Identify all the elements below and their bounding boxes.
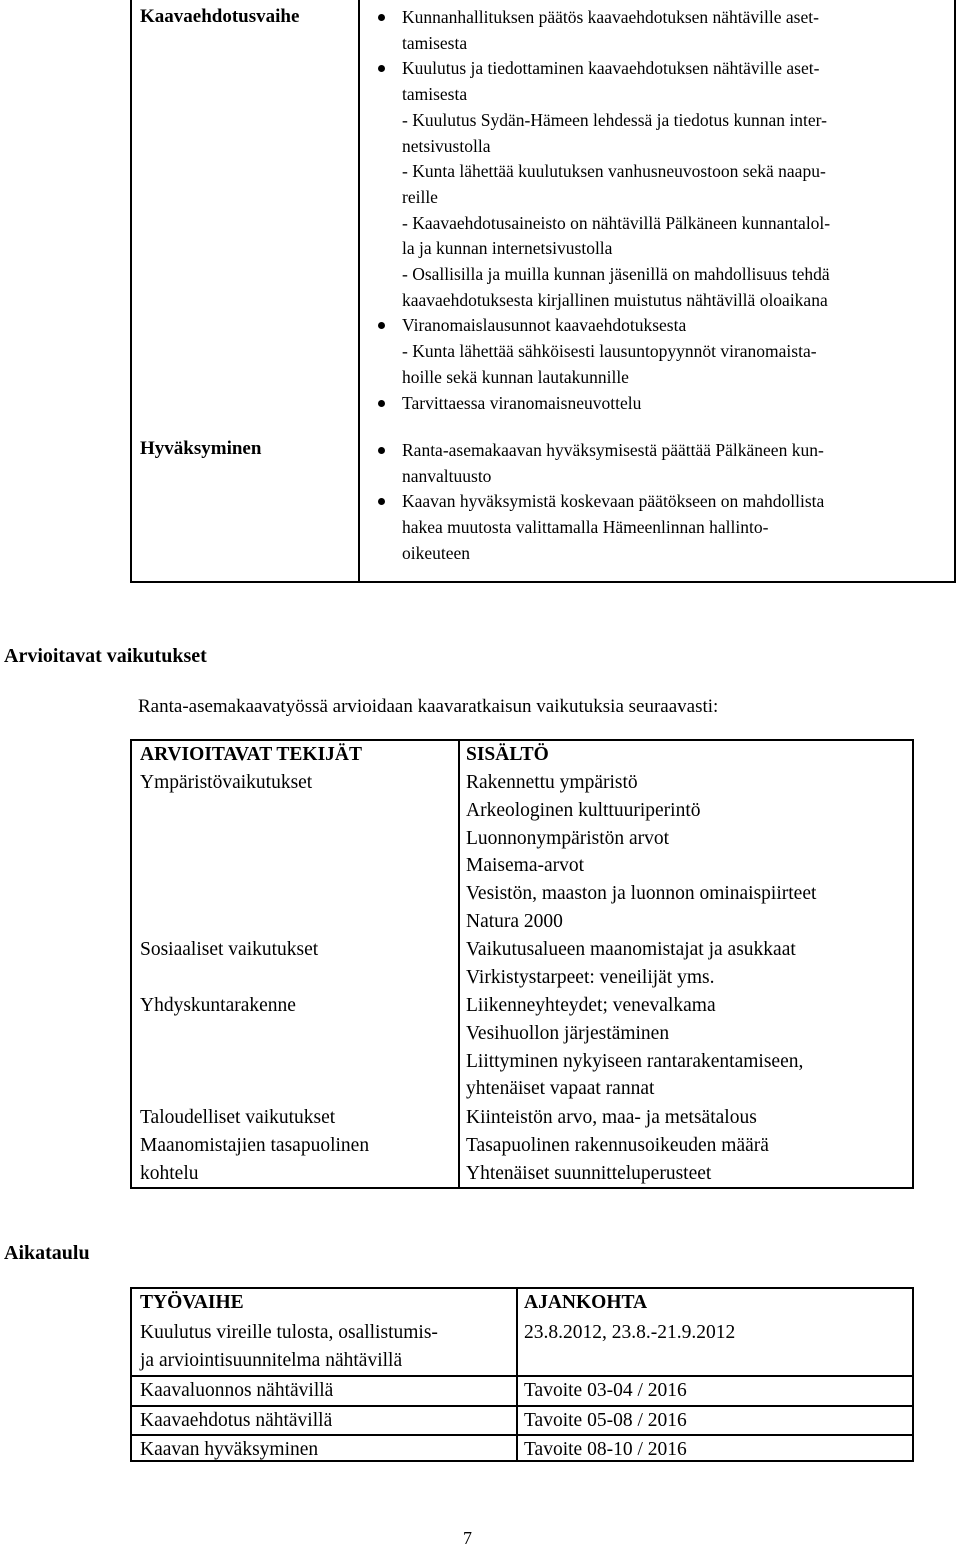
- effects-factor: Yhdyskuntarakenne: [140, 995, 296, 1016]
- phase2-list: [378, 438, 938, 567]
- effects-factor: Ympäristövaikutukset: [140, 772, 313, 793]
- schedule-time: Tavoite 05-08 / 2016: [524, 1410, 687, 1431]
- table-row: [132, 1375, 912, 1405]
- effects-col-left-header: ARVIOITAVAT TEKIJÄT: [140, 744, 363, 765]
- table-divider: [358, 0, 360, 581]
- effects-factor: kohtelu: [140, 1163, 199, 1184]
- schedule-phase: Kaavaluonnos nähtävillä: [140, 1380, 334, 1401]
- phase1-list: [378, 5, 938, 416]
- effects-intro: Ranta-asemakaavatyössä arvioidaan kaavaratkaisun vaikutuksia seuraavasti:: [138, 696, 719, 717]
- effects-factor: Maanomistajien tasapuolinen: [140, 1135, 370, 1156]
- list-item: Kaavan hyväksymistä koskevaan päätökseen on mahdollista hakea muutosta valittamalla Hämeenlinnan hallinto- oikeuteen: [378, 489, 938, 566]
- list-item: Viranomaislausunnot kaavaehdotuksesta: [378, 313, 938, 339]
- schedule-time: Tavoite 03-04 / 2016: [524, 1380, 687, 1401]
- schedule-table: [130, 1287, 914, 1462]
- effects-content: Tasapuolinen rakennusoikeuden määrä: [466, 1135, 769, 1156]
- effects-col-right-header: SISÄLTÖ: [466, 744, 549, 765]
- table-row: [132, 1434, 912, 1462]
- effects-content: Kiinteistön arvo, maa- ja metsätalous: [466, 1107, 757, 1128]
- schedule-col-right-header: AJANKOHTA: [524, 1292, 648, 1313]
- list-item: Tarvittaessa viranomaisneuvottelu: [378, 391, 938, 417]
- effects-table: [130, 739, 914, 1189]
- process-table: [130, 0, 956, 583]
- schedule-phase: Kaavaehdotus nähtävillä: [140, 1410, 333, 1431]
- effects-heading: Arvioitavat vaikutukset: [4, 645, 207, 667]
- schedule-time: 23.8.2012, 23.8.-21.9.2012: [524, 1322, 736, 1343]
- effects-factor: Taloudelliset vaikutukset: [140, 1107, 336, 1128]
- table-divider: [458, 741, 460, 1187]
- schedule-col-left-header: TYÖVAIHE: [140, 1292, 244, 1313]
- list-item: Kunnanhallituksen päätös kaavaehdotuksen nähtäville aset- tamisesta: [378, 5, 938, 56]
- effects-content: Rakennettu ympäristö Arkeologinen kulttuuriperintö Luonnonympäristön arvot Maisema-arvot Vesistön, maaston ja luonnon ominaispiirteet Natura 2000: [466, 772, 817, 932]
- table-row: [132, 1289, 912, 1319]
- schedule-heading: Aikataulu: [4, 1242, 90, 1264]
- schedule-time: Tavoite 08-10 / 2016: [524, 1439, 687, 1460]
- list-item: - Kunta lähettää kuulutuksen vanhusneuvostoon sekä naapu- reille: [402, 161, 826, 207]
- schedule-phase: Kuulutus vireille tulosta, osallistumis- ja arviointisuunnitelma nähtävillä: [140, 1322, 438, 1371]
- page-number: 7: [463, 1528, 472, 1548]
- list-item: Ranta-asemakaavan hyväksymisestä päättää Pälkäneen kun- nanvaltuusto: [378, 438, 938, 489]
- schedule-phase: Kaavan hyväksyminen: [140, 1439, 319, 1460]
- table-row: [132, 1405, 912, 1434]
- effects-content: Vaikutusalueen maanomistajat ja asukkaat Virkistystarpeet: veneilijät yms.: [466, 939, 796, 988]
- list-item: - Osallisilla ja muilla kunnan jäsenillä on mahdollisuus tehdä kaavaehdotuksesta kirjallinen muistutus nähtävillä oloaikana: [402, 264, 830, 310]
- effects-factor: Sosiaaliset vaikutukset: [140, 939, 319, 960]
- effects-content: Yhtenäiset suunnitteluperusteet: [466, 1163, 712, 1184]
- table-row: [132, 1319, 912, 1375]
- list-item: - Kuulutus Sydän-Hämeen lehdessä ja tiedotus kunnan inter- netsivustolla: [402, 109, 827, 156]
- list-item: - Kaavaehdotusaineisto on nähtävillä Pälkäneen kunnantalol- la ja kunnan internetsivustolla: [402, 212, 831, 259]
- phase-label-kaavaehdotusvaihe: Kaavaehdotusvaihe: [140, 6, 300, 27]
- phase-label-hyvaksyminen: Hyväksyminen: [140, 438, 262, 459]
- list-item: Kuulutus ja tiedottaminen kaavaehdotuksen nähtäville aset- tamisesta: [378, 56, 938, 107]
- list-item: - Kunta lähettää sähköisesti lausuntopyynnöt viranomaista- hoille sekä kunnan lautakunnille: [402, 341, 817, 387]
- effects-content: Liikenneyhteydet; venevalkama Vesihuollon järjestäminen Liittyminen nykyiseen rantarakentamiseen, yhtenäiset vapaat rannat: [466, 995, 804, 1100]
